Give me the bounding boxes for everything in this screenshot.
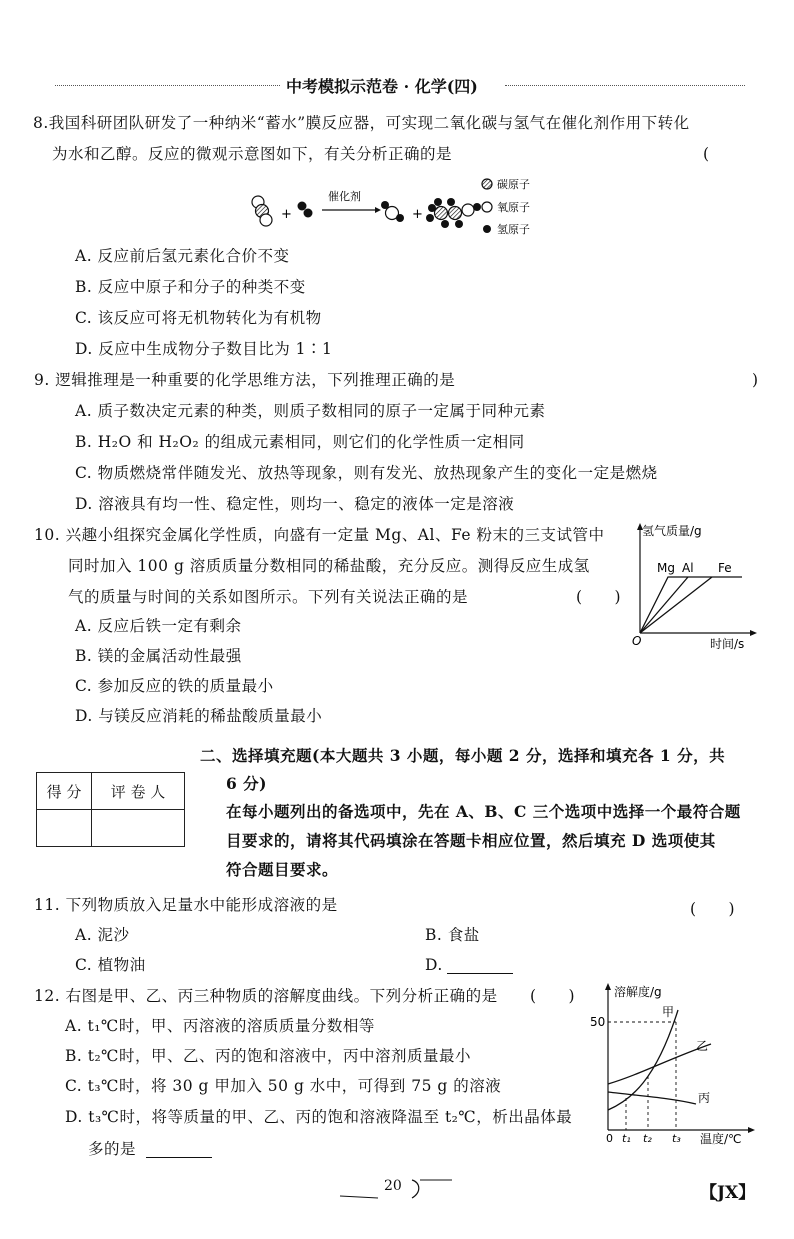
grader-header: 评 卷 人 [92, 773, 185, 810]
q10-option-d: D. 与镁反应消耗的稀盐酸质量最小 [75, 707, 323, 725]
q11-option-d: D. [425, 956, 443, 974]
label-yi: 乙 [696, 1039, 709, 1053]
header-rule-right [505, 85, 745, 86]
q12-option-d-cont: 多的是 [88, 1140, 137, 1158]
q12-t2: t₂ [643, 1132, 652, 1145]
q12-xlabel: 温度/℃ [700, 1132, 742, 1146]
q12-t3: t₃ [672, 1132, 681, 1145]
q12-fill-blank[interactable] [146, 1157, 212, 1158]
header-rule-left [55, 85, 280, 86]
q12-stem: 12. 右图是甲、乙、丙三种物质的溶解度曲线。下列分析正确的是 [34, 987, 498, 1005]
q12-ylabel: 溶解度/g [614, 985, 662, 999]
ethanol-molecule [426, 198, 481, 228]
svg-text:氧原子: 氧原子 [497, 201, 530, 214]
legend-carbon [482, 177, 530, 191]
q8-stem-line2: 为水和乙醇。反应的微观示意图如下，有关分析正确的是 [52, 145, 453, 163]
q11-fill-blank[interactable] [447, 973, 513, 974]
h2-molecule [298, 202, 313, 218]
svg-text:氢原子: 氢原子 [497, 223, 530, 236]
q8-option-c: C. 该反应可将无机物转化为有机物 [75, 309, 322, 327]
q8-option-b: B. 反应中原子和分子的种类不变 [75, 278, 306, 296]
header-title: 中考模拟示范卷 · 化学(四) [286, 77, 478, 96]
q12-answer-paren: ( ) [530, 987, 576, 1005]
q8-option-a: A. 反应前后氢元素化合价不变 [75, 247, 290, 265]
q10-option-c: C. 参加反应的铁的质量最小 [75, 677, 274, 695]
label-mg: Mg [657, 561, 675, 575]
q12-solubility-graph [586, 980, 758, 1150]
co2-molecule [252, 196, 272, 226]
q9-answer-paren: ) [752, 371, 759, 389]
q12-option-b: B. t₂℃时，甲、乙、丙的饱和溶液中，丙中溶剂质量最小 [65, 1047, 472, 1065]
grader-cell[interactable] [92, 810, 185, 847]
legend-oxygen [482, 200, 530, 214]
q8-plus-2: + [412, 207, 423, 222]
q10-origin: O [632, 634, 642, 648]
q12-t1: t₁ [622, 1132, 631, 1145]
q11-option-b: B. 食盐 [425, 926, 480, 944]
curve-fe [640, 577, 712, 633]
q10-hydrogen-graph [630, 520, 760, 655]
q9-option-d: D. 溶液具有均一性、稳定性，则均一、稳定的液体一定是溶液 [75, 495, 515, 513]
curve-mg [640, 577, 742, 633]
q10-xlabel: 时间/s [710, 637, 745, 651]
q12-option-c: C. t₃℃时，将 30 g 甲加入 50 g 水中，可得到 75 g 的溶液 [65, 1077, 502, 1095]
q8-stem-line1: 8.我国科研团队研发了一种纳米“蓄水”膜反应器，可实现二氧化碳与氢气在催化剂作用下转化 [33, 114, 690, 132]
q10-option-a: A. 反应后铁一定有剩余 [75, 617, 242, 635]
edition-code: 【JX】 [700, 1183, 756, 1203]
q9-option-b: B. H₂O 和 H₂O₂ 的组成元素相同，则它们的化学性质一定相同 [75, 433, 525, 451]
q10-stem-line2: 同时加入 100 g 溶质质量分数相同的稀盐酸，充分反应。测得反应生成氢 [68, 557, 590, 575]
q8-reaction-diagram [240, 172, 560, 240]
label-bing: 丙 [698, 1091, 711, 1105]
q11-answer-paren: ( ) [690, 900, 736, 918]
h2o-molecule [381, 201, 404, 222]
svg-text:碳原子: 碳原子 [497, 178, 530, 191]
q12-origin: 0 [606, 1132, 613, 1145]
q11-option-a: A. 泥沙 [75, 926, 130, 944]
q11-option-c: C. 植物油 [75, 956, 146, 974]
label-fe: Fe [718, 561, 732, 575]
label-al: Al [682, 561, 694, 575]
section2-desc1: 在每小题列出的备选项中，先在 A、B、C 三个选项中选择一个最符合题 [226, 802, 741, 821]
q8-option-d: D. 反应中生成物分子数目比为 1∶1 [75, 340, 333, 358]
score-cell[interactable] [37, 810, 92, 847]
q12-option-a: A. t₁℃时，甲、丙溶液的溶质质量分数相等 [65, 1017, 375, 1035]
q9-option-a: A. 质子数决定元素的种类，则质子数相同的原子一定属于同种元素 [75, 402, 546, 420]
label-jia: 甲 [662, 1005, 675, 1019]
legend-hydrogen [483, 222, 530, 236]
q10-stem-line3: 气的质量与时间的关系如图所示。下列有关说法正确的是 [68, 588, 469, 606]
section2-title: 二、选择填充题(本大题共 3 小题，每小题 2 分，选择和填充各 1 分，共 [200, 746, 726, 765]
section2-title-cont: 6 分) [226, 774, 268, 793]
q12-y50: 50 [590, 1015, 606, 1029]
q10-ylabel: 氢气质量/g [642, 524, 702, 538]
score-header: 得 分 [37, 773, 92, 810]
page-number: 20 [384, 1178, 402, 1194]
score-table [36, 772, 185, 847]
q10-option-b: B. 镁的金属活动性最强 [75, 647, 242, 665]
q9-option-c: C. 物质燃烧常伴随发光、放热等现象，则有发光、放热现象产生的变化一定是燃烧 [75, 464, 658, 482]
curve-jia [608, 1010, 678, 1110]
q9-stem: 9. 逻辑推理是一种重要的化学思维方法，下列推理正确的是 [34, 371, 456, 389]
q8-answer-paren: ( [703, 145, 710, 163]
q10-answer-paren: ( ) [576, 588, 622, 606]
q11-stem: 11. 下列物质放入足量水中能形成溶液的是 [34, 896, 338, 914]
q12-option-d: D. t₃℃时，将等质量的甲、乙、丙的饱和溶液降温至 t₂℃，析出晶体最 [65, 1108, 573, 1126]
q10-stem-line1: 10. 兴趣小组探究金属化学性质，向盛有一定量 Mg、Al、Fe 粉末的三支试管中 [34, 526, 605, 544]
q8-plus-1: + [281, 207, 292, 222]
section2-desc2: 目要求的，请将其代码填涂在答题卡相应位置，然后填充 D 选项使其 [226, 831, 716, 850]
catalyst-label: 催化剂 [328, 190, 361, 203]
section2-desc3: 符合题目要求。 [226, 860, 339, 879]
